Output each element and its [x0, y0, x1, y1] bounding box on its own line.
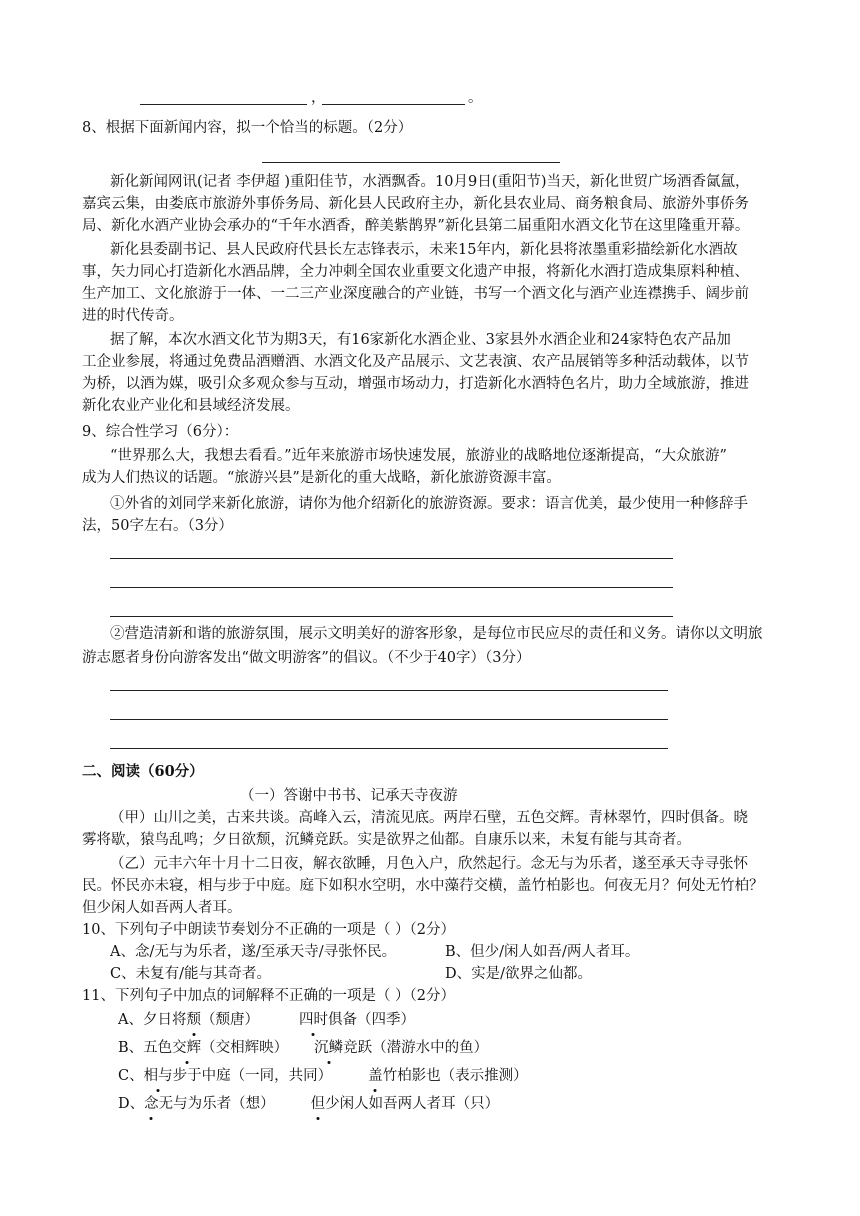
- q9-sub1-line2: 法，50字左右。（3分）: [82, 518, 233, 534]
- plain-text: 少闲人如吾两人者耳（只）: [325, 1096, 500, 1112]
- plain-text: 夕日将: [142, 1012, 187, 1028]
- answer-blank-2[interactable]: [322, 104, 465, 105]
- q11-option-a[interactable]: [118, 1010, 415, 1030]
- dotted-word: 沉鳞: [314, 1040, 344, 1056]
- dotted-word: 盖: [368, 1068, 383, 1084]
- dotted-word: 相与: [143, 1068, 173, 1084]
- comma-mark: ，: [311, 90, 326, 106]
- plain-text: 无与为乐者（想）: [158, 1096, 275, 1112]
- section-heading-reading: 二、阅读（60分）: [82, 763, 204, 780]
- q9-intro-line2: 成为人们热议的话题。“旅游兴县”是新化的重大战略，新化旅游资源丰富。: [82, 470, 561, 486]
- passage-a-line1: （甲）山川之美，古来共谈。高峰入云，清流见底。两岸石壁，五色交辉。青林翠竹，四时俱备。晓: [110, 810, 748, 826]
- question-8: 8、根据下面新闻内容，拟一个恰当的标题。（2分）: [82, 120, 413, 136]
- q11-option-c[interactable]: [118, 1066, 528, 1086]
- news-p3-line3: 为桥，以酒为媒，吸引众多观众参与互动，增强市场动力，打造新化水酒特色名片，助力全域旅游，推进: [82, 376, 749, 392]
- news-p3-line4: 新化农业产业化和县域经济发展。: [82, 398, 300, 414]
- reading-subtitle: （一）答谢中书书、记承天寺夜游: [240, 788, 458, 804]
- q9-sub2-answer-line-1[interactable]: [110, 690, 668, 691]
- plain-text: 俱备（四季）: [327, 1012, 415, 1028]
- q10-option-d[interactable]: D、实是/欲界之仙都。: [445, 966, 593, 982]
- news-p2-line3: 生产加工、文化旅游于一体、一二三产业深度融合的产业链，书写一个酒文化与酒产业连襟携手、阔步前: [82, 286, 749, 302]
- news-p3-line1: 据了解，本次水酒文化节为期3天，有16家新化水酒企业、3家县外水酒企业和24家特色农产品加: [110, 332, 731, 348]
- headline-answer-line[interactable]: [262, 162, 560, 163]
- news-p1-line3: 局、新化水酒产业协会承办的“千年水酒香，醉美紫鹊界”新化县第二届重阳水酒文化节在这里隆重开幕。: [82, 218, 750, 234]
- dotted-word: 但: [310, 1096, 326, 1112]
- passage-b-line3: 但少闲人如吾两人者耳。: [82, 900, 242, 916]
- dotted-word: 四时: [298, 1012, 328, 1028]
- dotted-word: 颓: [186, 1012, 201, 1028]
- dotted-word: 交辉: [172, 1040, 202, 1056]
- passage-b-line1: （乙）元丰六年十月十二日夜，解衣欲睡，月色入户，欣然起行。念无与为乐者，遂至承天寺寻张怀: [110, 856, 748, 872]
- question-10: 10、下列句子中朗读节奏划分不正确的一项是（ ）（2分）: [82, 922, 456, 938]
- q9-intro-line1: “世界那么大，我想去看看。”近年来旅游市场快速发展，旅游业的战略地位逐渐提高，“大众旅游”: [110, 448, 727, 464]
- q9-sub1-answer-line-3[interactable]: [110, 616, 673, 617]
- q9-sub2-line1: ②营造清新和谐的旅游氛围，展示文明美好的游客形象，是每位市民应尽的责任和义务。请你以文明旅: [110, 626, 763, 642]
- news-p1-line2: 嘉宾云集，由娄底市旅游外事侨务局、新化县人民政府主办，新化县农业局、商务粮食局、旅游外事侨务: [82, 196, 749, 212]
- q9-sub1-answer-line-2[interactable]: [110, 587, 673, 588]
- plain-text: 竞跃（潜游水中的鱼）: [343, 1040, 489, 1056]
- news-p2-line4: 进的时代传奇。: [82, 308, 184, 324]
- q9-sub2-line2: 游志愿者身份向游客发出“做文明游客”的倡议。（不少于40字）（3分）: [82, 650, 531, 666]
- q9-sub2-answer-line-3[interactable]: [110, 748, 668, 749]
- news-p2-line2: 事，矢力同心打造新化水酒品牌，全力冲刺全国农业重要文化遗产申报，将新化水酒打造成集原料种植、: [82, 264, 749, 280]
- option-letter: C、: [118, 1068, 144, 1084]
- dotted-word: 念: [144, 1096, 159, 1112]
- answer-blank-1[interactable]: [140, 104, 307, 105]
- plain-text: （交相辉映）: [201, 1040, 289, 1056]
- q9-sub1-line1: ①外省的刘同学来新化旅游，请你为他介绍新化的旅游资源。要求：语言优美，最少使用一种修辞手: [110, 496, 748, 512]
- question-11: 11、下列句子中加点的词解释不正确的一项是（ ）（2分）: [82, 988, 456, 1004]
- plain-text: 步于中庭（一同，共同）: [172, 1068, 333, 1084]
- q9-sub1-answer-line-1[interactable]: [110, 558, 673, 559]
- q9-sub2-answer-line-2[interactable]: [110, 719, 668, 720]
- q11-option-b[interactable]: [118, 1038, 488, 1058]
- passage-b-line2: 民。怀民亦未寝，相与步于中庭。庭下如积水空明，水中藻荇交横，盖竹柏影也。何夜无月？何处无竹柏？: [82, 878, 764, 894]
- option-letter: D、: [118, 1096, 145, 1112]
- option-letter: A、: [118, 1012, 143, 1028]
- option-letter: B、: [118, 1040, 144, 1056]
- period-mark: 。: [468, 90, 483, 106]
- q10-option-b[interactable]: B、但少/闲人如吾/两人者耳。: [445, 944, 640, 960]
- plain-text: （颓唐）: [200, 1012, 259, 1028]
- plain-text: 五色: [143, 1040, 173, 1056]
- plain-text: 竹柏影也（表示推测）: [382, 1068, 528, 1084]
- news-p3-line2: 工企业参展，将通过免费品酒赠酒、水酒文化及产品展示、文艺表演、农产品展销等多种活动载体，以节: [82, 354, 749, 370]
- q10-option-c[interactable]: C、未复有/能与其奇者。: [110, 966, 271, 982]
- passage-a-line2: 雾将歇，猿鸟乱鸣；夕日欲颓，沉鳞竞跃。实是欲界之仙都。自康乐以来，未复有能与其奇者。: [82, 832, 691, 848]
- question-9: 9、综合性学习（6分）：: [82, 424, 239, 440]
- news-p1-line1: 新化新闻网讯(记者 李伊超 )重阳佳节，水酒飘香。10月9日(重阳节)当天，新化世贸广场酒香氤氲，: [110, 174, 750, 190]
- q11-option-d[interactable]: [118, 1094, 499, 1114]
- news-p2-line1: 新化县委副书记、县人民政府代县长左志锋表示，未来15年内，新化县将浓墨重彩描绘新化水酒故: [110, 242, 738, 258]
- q10-option-a[interactable]: A、念/无与为乐者，遂/至承天寺/寻张怀民。: [110, 944, 397, 960]
